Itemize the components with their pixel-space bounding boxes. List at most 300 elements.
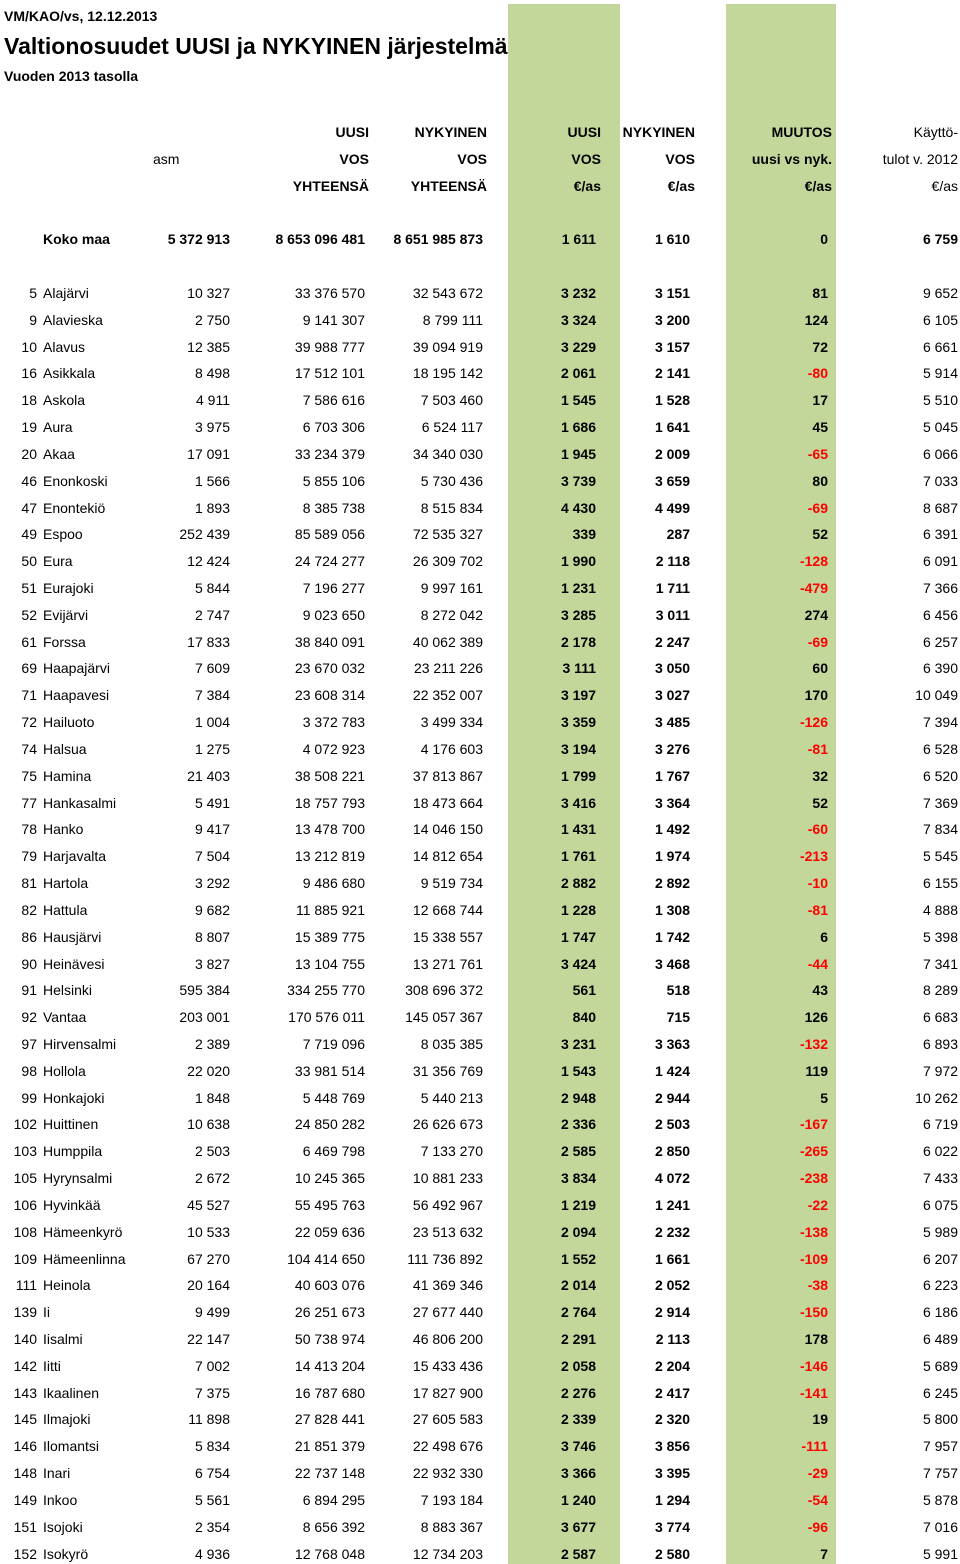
cell-name: Inari bbox=[43, 1465, 71, 1481]
cell-muutos: -150 bbox=[799, 1304, 828, 1320]
cell-asm: 10 533 bbox=[187, 1224, 230, 1240]
col-header-muutos-2: uusi vs nyk. bbox=[751, 151, 832, 167]
cell-asm: 1 848 bbox=[194, 1090, 230, 1106]
col-header-uusi-total-3: YHTEENSÄ bbox=[292, 178, 369, 194]
cell-num: 140 bbox=[13, 1331, 37, 1347]
cell-name: Iisalmi bbox=[43, 1331, 83, 1347]
cell-num: 99 bbox=[21, 1090, 37, 1106]
col-header-uusi-per-1: UUSI bbox=[567, 124, 601, 140]
cell-muutos: -65 bbox=[807, 446, 828, 462]
cell-uusi-per: 3 416 bbox=[560, 795, 596, 811]
cell-name: Halsua bbox=[43, 741, 87, 757]
cell-kayttotulot: 7 394 bbox=[922, 714, 958, 730]
cell-kayttotulot: 5 545 bbox=[922, 848, 958, 864]
cell-muutos: -81 bbox=[807, 741, 828, 757]
cell-name: Ikaalinen bbox=[43, 1385, 100, 1401]
cell-nyk-per: 4 072 bbox=[654, 1170, 690, 1186]
cell-asm: 3 292 bbox=[194, 875, 230, 891]
cell-nyk-total: 27 677 440 bbox=[412, 1304, 483, 1320]
cell-num: 139 bbox=[13, 1304, 37, 1320]
cell-muutos: 81 bbox=[812, 285, 828, 301]
cell-name: Eura bbox=[43, 553, 73, 569]
cell-uusi-total: 13 478 700 bbox=[294, 821, 365, 837]
cell-muutos: -111 bbox=[801, 1438, 828, 1454]
cell-name: Aura bbox=[43, 419, 73, 435]
cell-kayttotulot: 9 652 bbox=[922, 285, 958, 301]
cell-uusi-per: 2 585 bbox=[560, 1143, 596, 1159]
cell-muutos: 170 bbox=[804, 687, 828, 703]
cell-uusi-total: 17 512 101 bbox=[294, 365, 365, 381]
cell-uusi-per: 561 bbox=[572, 982, 596, 998]
cell-uusi-per: 1 543 bbox=[560, 1063, 596, 1079]
cell-num: 20 bbox=[21, 446, 37, 462]
cell-num: 16 bbox=[21, 365, 37, 381]
cell-kayttotulot: 7 834 bbox=[922, 821, 958, 837]
cell-name: Alavieska bbox=[43, 312, 103, 328]
cell-name: Hattula bbox=[43, 902, 88, 918]
cell-name: Heinävesi bbox=[43, 956, 105, 972]
cell-kayttotulot: 5 510 bbox=[922, 392, 958, 408]
cell-nyk-total: 17 827 900 bbox=[412, 1385, 483, 1401]
cell-asm: 9 417 bbox=[194, 821, 230, 837]
cell-kayttotulot: 7 369 bbox=[922, 795, 958, 811]
cell-name: Eurajoki bbox=[43, 580, 94, 596]
cell-nyk-total: 8 883 367 bbox=[420, 1519, 483, 1535]
cell-kayttotulot: 6 091 bbox=[922, 553, 958, 569]
cell-nyk-per: 3 276 bbox=[654, 741, 690, 757]
cell-asm: 2 503 bbox=[194, 1143, 230, 1159]
cell-name: Haapavesi bbox=[43, 687, 110, 703]
cell-asm: 12 385 bbox=[187, 339, 230, 355]
cell-kayttotulot: 6 207 bbox=[922, 1251, 958, 1267]
cell-nyk-total: 8 799 111 bbox=[422, 312, 483, 328]
cell-nyk-total: 22 932 330 bbox=[412, 1465, 483, 1481]
cell-asm: 4 911 bbox=[196, 392, 230, 408]
cell-uusi-per: 2 014 bbox=[560, 1277, 596, 1293]
cell-name: Isokyrö bbox=[43, 1546, 89, 1562]
cell-uusi-per: 1 761 bbox=[560, 848, 596, 864]
page-title: Valtionosuudet UUSI ja NYKYINEN järjestelmä bbox=[4, 33, 508, 59]
cell-name: Honkajoki bbox=[43, 1090, 105, 1106]
cell-name: Hartola bbox=[43, 875, 89, 891]
cell-kayttotulot: 6 390 bbox=[922, 660, 958, 676]
cell-num: 91 bbox=[21, 982, 37, 998]
cell-kayttotulot: 7 016 bbox=[922, 1519, 958, 1535]
cell-uusi-total: 23 670 032 bbox=[294, 660, 365, 676]
cell-asm: 5 844 bbox=[194, 580, 230, 596]
cell-asm: 8 807 bbox=[194, 929, 230, 945]
cell-name: Askola bbox=[43, 392, 86, 408]
cell-name: Hamina bbox=[43, 768, 92, 784]
cell-num: 105 bbox=[13, 1170, 37, 1186]
cell-uusi-per: 3 197 bbox=[560, 687, 596, 703]
cell-uusi-per: 2 291 bbox=[560, 1331, 596, 1347]
cell-num: 78 bbox=[21, 821, 37, 837]
cell-uusi-total: 21 851 379 bbox=[294, 1438, 365, 1454]
cell-nyk-per: 1 711 bbox=[655, 580, 690, 596]
cell-num: 69 bbox=[21, 660, 37, 676]
cell-name: Hyvinkää bbox=[43, 1197, 101, 1213]
total-nyk-per: 1 610 bbox=[654, 231, 690, 247]
cell-name: Alavus bbox=[43, 339, 86, 355]
cell-uusi-total: 33 981 514 bbox=[294, 1063, 365, 1079]
cell-nyk-total: 10 881 233 bbox=[412, 1170, 483, 1186]
cell-name: Helsinki bbox=[43, 982, 93, 998]
page-subtitle: Vuoden 2013 tasolla bbox=[4, 68, 139, 84]
cell-uusi-total: 50 738 974 bbox=[294, 1331, 365, 1347]
cell-uusi-total: 6 469 798 bbox=[302, 1143, 365, 1159]
cell-kayttotulot: 6 520 bbox=[922, 768, 958, 784]
col-header-nyk-per-3: €/as bbox=[667, 178, 695, 194]
cell-nyk-total: 72 535 327 bbox=[412, 526, 483, 542]
cell-num: 111 bbox=[15, 1277, 37, 1293]
cell-num: 71 bbox=[21, 687, 37, 703]
cell-uusi-total: 7 719 096 bbox=[302, 1036, 365, 1052]
cell-name: Hirvensalmi bbox=[43, 1036, 117, 1052]
cell-name: Akaa bbox=[43, 446, 75, 462]
col-header-muutos-1: MUUTOS bbox=[771, 124, 832, 140]
cell-name: Alajärvi bbox=[43, 285, 89, 301]
cell-nyk-total: 32 543 672 bbox=[412, 285, 483, 301]
cell-asm: 3 827 bbox=[194, 956, 230, 972]
cell-muutos: 274 bbox=[804, 607, 828, 623]
cell-kayttotulot: 6 719 bbox=[922, 1116, 958, 1132]
col-header-kayttotulot-3: €/as bbox=[931, 178, 958, 194]
cell-name: Espoo bbox=[43, 526, 83, 542]
cell-nyk-per: 1 661 bbox=[654, 1251, 690, 1267]
cell-asm: 2 389 bbox=[194, 1036, 230, 1052]
cell-name: Harjavalta bbox=[43, 848, 107, 864]
cell-nyk-total: 15 433 436 bbox=[412, 1358, 483, 1374]
cell-uusi-per: 2 882 bbox=[560, 875, 596, 891]
cell-name: Huittinen bbox=[43, 1116, 99, 1132]
cell-nyk-total: 22 498 676 bbox=[412, 1438, 483, 1454]
cell-uusi-total: 38 508 221 bbox=[294, 768, 365, 784]
cell-asm: 9 499 bbox=[194, 1304, 230, 1320]
cell-muutos: -265 bbox=[799, 1143, 828, 1159]
cell-nyk-total: 5 730 436 bbox=[420, 473, 483, 489]
cell-asm: 8 498 bbox=[194, 365, 230, 381]
cell-nyk-per: 3 774 bbox=[654, 1519, 690, 1535]
cell-uusi-total: 5 855 106 bbox=[302, 473, 365, 489]
cell-asm: 67 270 bbox=[187, 1251, 230, 1267]
cell-nyk-per: 3 485 bbox=[654, 714, 690, 730]
cell-muutos: -54 bbox=[807, 1492, 828, 1508]
cell-name: Hyrynsalmi bbox=[43, 1170, 113, 1186]
cell-name: Hollola bbox=[43, 1063, 86, 1079]
cell-num: 19 bbox=[21, 419, 37, 435]
cell-nyk-total: 3 499 334 bbox=[420, 714, 483, 730]
cell-nyk-total: 14 812 654 bbox=[412, 848, 483, 864]
cell-nyk-total: 12 668 744 bbox=[412, 902, 483, 918]
cell-asm: 1 004 bbox=[194, 714, 230, 730]
cell-nyk-per: 2 141 bbox=[654, 365, 690, 381]
cell-nyk-per: 1 528 bbox=[654, 392, 690, 408]
cell-muutos: -38 bbox=[807, 1277, 828, 1293]
cell-kayttotulot: 6 661 bbox=[922, 339, 958, 355]
cell-name: Inkoo bbox=[43, 1492, 78, 1508]
cell-uusi-per: 1 945 bbox=[560, 446, 596, 462]
cell-asm: 2 672 bbox=[194, 1170, 230, 1186]
total-name: Koko maa bbox=[43, 231, 110, 247]
cell-kayttotulot: 6 223 bbox=[922, 1277, 958, 1293]
cell-uusi-total: 6 894 295 bbox=[302, 1492, 365, 1508]
cell-nyk-total: 18 195 142 bbox=[412, 365, 483, 381]
cell-uusi-total: 9 486 680 bbox=[302, 875, 365, 891]
cell-nyk-total: 23 513 632 bbox=[412, 1224, 483, 1240]
cell-nyk-per: 3 364 bbox=[654, 795, 690, 811]
cell-kayttotulot: 6 022 bbox=[922, 1143, 958, 1159]
cell-uusi-per: 3 194 bbox=[560, 741, 596, 757]
cell-uusi-per: 2 336 bbox=[560, 1116, 596, 1132]
cell-nyk-total: 41 369 346 bbox=[412, 1277, 483, 1293]
cell-uusi-per: 2 587 bbox=[560, 1546, 596, 1562]
cell-nyk-per: 3 659 bbox=[654, 473, 690, 489]
cell-nyk-total: 37 813 867 bbox=[412, 768, 483, 784]
cell-uusi-per: 3 324 bbox=[560, 312, 596, 328]
cell-asm: 2 750 bbox=[194, 312, 230, 328]
cell-uusi-total: 15 389 775 bbox=[294, 929, 365, 945]
cell-uusi-total: 7 196 277 bbox=[302, 580, 365, 596]
cell-uusi-total: 3 372 783 bbox=[302, 714, 365, 730]
cell-uusi-total: 10 245 365 bbox=[294, 1170, 365, 1186]
cell-muutos: 19 bbox=[812, 1411, 828, 1427]
col-header-uusi-total-2: VOS bbox=[339, 151, 369, 167]
cell-kayttotulot: 6 683 bbox=[922, 1009, 958, 1025]
cell-nyk-per: 3 856 bbox=[654, 1438, 690, 1454]
col-header-nyk-per-2: VOS bbox=[665, 151, 695, 167]
cell-muutos: 45 bbox=[812, 419, 828, 435]
cell-uusi-per: 3 359 bbox=[560, 714, 596, 730]
cell-asm: 5 834 bbox=[194, 1438, 230, 1454]
cell-asm: 203 001 bbox=[179, 1009, 230, 1025]
cell-nyk-per: 1 767 bbox=[654, 768, 690, 784]
cell-name: Hausjärvi bbox=[43, 929, 102, 945]
cell-nyk-per: 518 bbox=[666, 982, 690, 998]
col-header-muutos-3: €/as bbox=[804, 178, 832, 194]
cell-kayttotulot: 7 757 bbox=[922, 1465, 958, 1481]
cell-muutos: -132 bbox=[799, 1036, 828, 1052]
cell-muutos: 178 bbox=[804, 1331, 828, 1347]
cell-nyk-per: 3 027 bbox=[654, 687, 690, 703]
cell-kayttotulot: 7 433 bbox=[922, 1170, 958, 1186]
cell-uusi-total: 85 589 056 bbox=[294, 526, 365, 542]
cell-nyk-total: 12 734 203 bbox=[412, 1546, 483, 1562]
cell-uusi-per: 3 111 bbox=[562, 660, 596, 676]
total-asm: 5 372 913 bbox=[167, 231, 230, 247]
cell-nyk-per: 3 468 bbox=[654, 956, 690, 972]
cell-asm: 22 020 bbox=[187, 1063, 230, 1079]
cell-muutos: -109 bbox=[799, 1251, 828, 1267]
cell-asm: 6 754 bbox=[194, 1465, 230, 1481]
cell-uusi-total: 8 656 392 bbox=[302, 1519, 365, 1535]
cell-nyk-total: 111 736 892 bbox=[407, 1251, 483, 1267]
cell-asm: 10 638 bbox=[187, 1116, 230, 1132]
cell-asm: 45 527 bbox=[187, 1197, 230, 1213]
cell-num: 47 bbox=[21, 500, 37, 516]
cell-asm: 595 384 bbox=[179, 982, 230, 998]
cell-uusi-total: 18 757 793 bbox=[294, 795, 365, 811]
cell-name: Hankasalmi bbox=[43, 795, 117, 811]
cell-kayttotulot: 5 045 bbox=[922, 419, 958, 435]
cell-uusi-total: 38 840 091 bbox=[294, 634, 365, 650]
cell-nyk-total: 8 515 834 bbox=[420, 500, 483, 516]
cell-kayttotulot: 6 075 bbox=[922, 1197, 958, 1213]
cell-muutos: -22 bbox=[807, 1197, 828, 1213]
col-header-nyk-total-3: YHTEENSÄ bbox=[410, 178, 487, 194]
cell-name: Iitti bbox=[43, 1358, 61, 1374]
cell-num: 103 bbox=[13, 1143, 37, 1159]
cell-muutos: -146 bbox=[799, 1358, 828, 1374]
cell-num: 86 bbox=[21, 929, 37, 945]
cell-asm: 7 002 bbox=[194, 1358, 230, 1374]
cell-kayttotulot: 6 489 bbox=[922, 1331, 958, 1347]
cell-nyk-per: 2 113 bbox=[655, 1331, 690, 1347]
cell-uusi-per: 2 276 bbox=[560, 1385, 596, 1401]
cell-asm: 5 491 bbox=[194, 795, 230, 811]
cell-nyk-per: 3 395 bbox=[654, 1465, 690, 1481]
total-nyk-total: 8 651 985 873 bbox=[393, 231, 483, 247]
cell-kayttotulot: 5 398 bbox=[922, 929, 958, 945]
cell-nyk-total: 23 211 226 bbox=[413, 660, 483, 676]
cell-name: Humppila bbox=[43, 1143, 103, 1159]
col-header-nyk-per-1: NYKYINEN bbox=[622, 124, 695, 140]
cell-muutos: -479 bbox=[799, 580, 828, 596]
cell-nyk-per: 1 492 bbox=[654, 821, 690, 837]
cell-asm: 5 561 bbox=[194, 1492, 230, 1508]
cell-nyk-per: 2 009 bbox=[654, 446, 690, 462]
cell-nyk-per: 1 641 bbox=[654, 419, 690, 435]
cell-num: 98 bbox=[21, 1063, 37, 1079]
cell-nyk-per: 2 850 bbox=[654, 1143, 690, 1159]
cell-num: 18 bbox=[21, 392, 37, 408]
cell-nyk-per: 1 974 bbox=[654, 848, 690, 864]
col-header-asm: asm bbox=[153, 151, 180, 167]
col-header-kayttotulot-1: Käyttö- bbox=[913, 124, 958, 140]
cell-uusi-per: 2 764 bbox=[560, 1304, 596, 1320]
cell-muutos: -213 bbox=[799, 848, 828, 864]
cell-uusi-total: 9 141 307 bbox=[302, 312, 365, 328]
cell-uusi-per: 1 228 bbox=[560, 902, 596, 918]
cell-nyk-per: 2 914 bbox=[654, 1304, 690, 1320]
cell-uusi-total: 7 586 616 bbox=[302, 392, 365, 408]
cell-uusi-total: 170 576 011 bbox=[288, 1009, 365, 1025]
cell-kayttotulot: 5 991 bbox=[922, 1546, 958, 1562]
cell-kayttotulot: 7 957 bbox=[922, 1438, 958, 1454]
cell-nyk-per: 2 052 bbox=[654, 1277, 690, 1293]
cell-uusi-per: 4 430 bbox=[560, 500, 596, 516]
cell-num: 50 bbox=[21, 553, 37, 569]
cell-num: 9 bbox=[29, 312, 37, 328]
cell-num: 5 bbox=[29, 285, 37, 301]
cell-name: Ilomantsi bbox=[43, 1438, 100, 1454]
cell-uusi-per: 3 677 bbox=[560, 1519, 596, 1535]
cell-nyk-total: 7 193 184 bbox=[420, 1492, 483, 1508]
cell-muutos: -69 bbox=[807, 500, 828, 516]
cell-nyk-total: 8 035 385 bbox=[420, 1036, 483, 1052]
cell-uusi-per: 2 061 bbox=[560, 365, 596, 381]
cell-uusi-per: 1 240 bbox=[560, 1492, 596, 1508]
cell-name: Haapajärvi bbox=[43, 660, 110, 676]
cell-nyk-per: 715 bbox=[666, 1009, 690, 1025]
cell-kayttotulot: 8 687 bbox=[922, 500, 958, 516]
cell-kayttotulot: 6 528 bbox=[922, 741, 958, 757]
cell-nyk-per: 1 308 bbox=[654, 902, 690, 918]
cell-uusi-per: 1 431 bbox=[560, 821, 596, 837]
cell-nyk-total: 40 062 389 bbox=[412, 634, 483, 650]
cell-uusi-per: 3 739 bbox=[560, 473, 596, 489]
cell-kayttotulot: 6 066 bbox=[922, 446, 958, 462]
cell-nyk-total: 15 338 557 bbox=[412, 929, 483, 945]
cell-asm: 22 147 bbox=[187, 1331, 230, 1347]
cell-kayttotulot: 6 155 bbox=[922, 875, 958, 891]
cell-num: 151 bbox=[13, 1519, 37, 1535]
cell-num: 61 bbox=[21, 634, 37, 650]
cell-num: 97 bbox=[21, 1036, 37, 1052]
cell-uusi-per: 3 746 bbox=[560, 1438, 596, 1454]
cell-nyk-total: 5 440 213 bbox=[420, 1090, 483, 1106]
cell-asm: 3 975 bbox=[194, 419, 230, 435]
cell-asm: 21 403 bbox=[187, 768, 230, 784]
cell-nyk-per: 2 417 bbox=[654, 1385, 690, 1401]
cell-uusi-per: 3 232 bbox=[560, 285, 596, 301]
cell-uusi-total: 4 072 923 bbox=[302, 741, 365, 757]
cell-muutos: -10 bbox=[807, 875, 828, 891]
cell-muutos: -80 bbox=[807, 365, 828, 381]
cell-asm: 17 091 bbox=[187, 446, 230, 462]
cell-nyk-total: 6 524 117 bbox=[421, 419, 483, 435]
cell-kayttotulot: 10 049 bbox=[915, 687, 958, 703]
cell-num: 52 bbox=[21, 607, 37, 623]
cell-uusi-per: 1 552 bbox=[560, 1251, 596, 1267]
cell-nyk-total: 34 340 030 bbox=[412, 446, 483, 462]
cell-num: 82 bbox=[21, 902, 37, 918]
cell-nyk-total: 56 492 967 bbox=[412, 1197, 483, 1213]
cell-num: 106 bbox=[13, 1197, 37, 1213]
cell-asm: 4 936 bbox=[194, 1546, 230, 1562]
cell-nyk-per: 2 247 bbox=[654, 634, 690, 650]
cell-muutos: -29 bbox=[807, 1465, 828, 1481]
cell-name: Hämeenkyrö bbox=[43, 1224, 123, 1240]
cell-uusi-total: 24 850 282 bbox=[294, 1116, 365, 1132]
cell-uusi-per: 2 178 bbox=[560, 634, 596, 650]
cell-num: 10 bbox=[21, 339, 37, 355]
cell-kayttotulot: 6 186 bbox=[922, 1304, 958, 1320]
cell-muutos: 7 bbox=[820, 1546, 828, 1562]
cell-uusi-total: 55 495 763 bbox=[294, 1197, 365, 1213]
cell-kayttotulot: 6 105 bbox=[922, 312, 958, 328]
cell-nyk-per: 287 bbox=[666, 526, 690, 542]
cell-muutos: 6 bbox=[820, 929, 828, 945]
cell-muutos: -238 bbox=[799, 1170, 828, 1186]
cell-num: 79 bbox=[21, 848, 37, 864]
cell-num: 146 bbox=[13, 1438, 37, 1454]
col-header-nyk-total-1: NYKYINEN bbox=[414, 124, 487, 140]
cell-nyk-per: 2 232 bbox=[654, 1224, 690, 1240]
cell-kayttotulot: 4 888 bbox=[922, 902, 958, 918]
cell-uusi-total: 334 255 770 bbox=[287, 982, 365, 998]
cell-kayttotulot: 7 366 bbox=[922, 580, 958, 596]
cell-num: 46 bbox=[21, 473, 37, 489]
col-header-nyk-total-2: VOS bbox=[457, 151, 487, 167]
cell-num: 145 bbox=[13, 1411, 37, 1427]
cell-uusi-total: 22 737 148 bbox=[294, 1465, 365, 1481]
col-header-uusi-per-2: VOS bbox=[571, 151, 601, 167]
cell-uusi-total: 22 059 636 bbox=[294, 1224, 365, 1240]
cell-uusi-per: 3 231 bbox=[560, 1036, 596, 1052]
cell-asm: 7 375 bbox=[194, 1385, 230, 1401]
cell-kayttotulot: 5 914 bbox=[922, 365, 958, 381]
